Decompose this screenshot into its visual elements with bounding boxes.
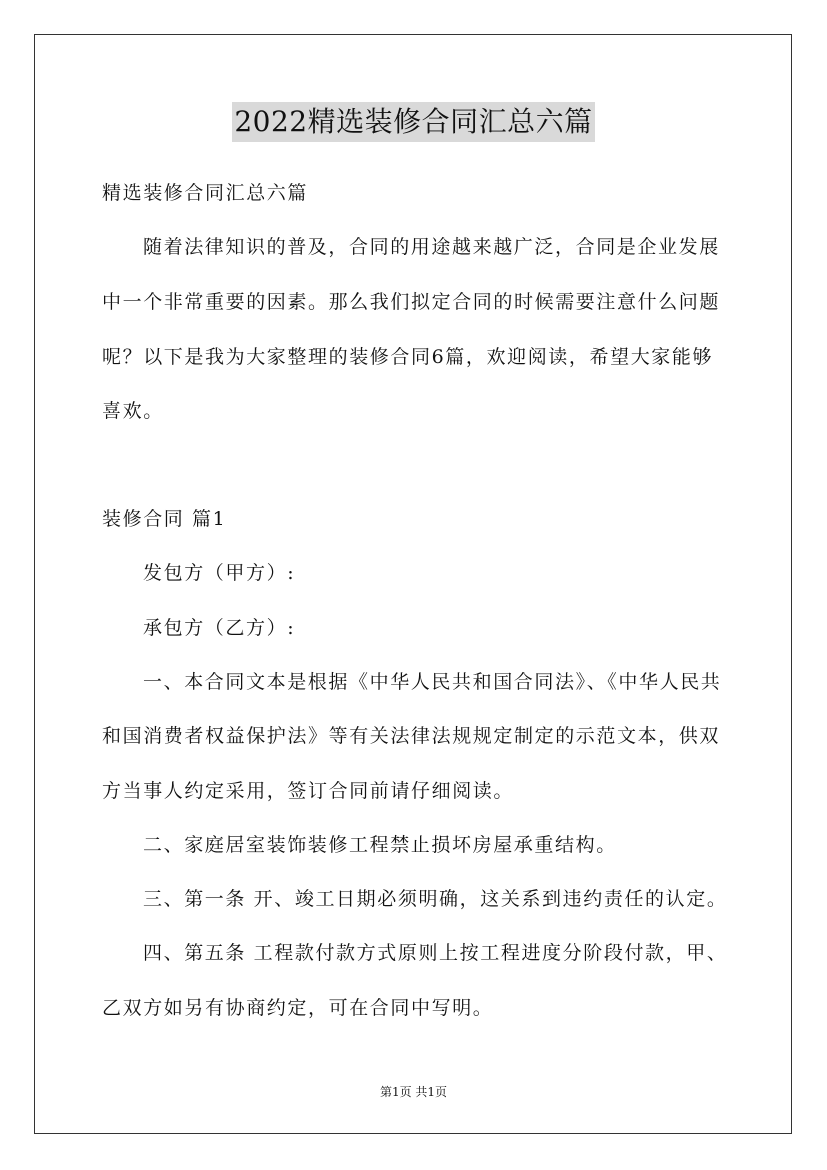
- document-title-container: [0, 102, 827, 142]
- clause-4-line-2: 乙双方如另有协商约定，可在合同中写明。: [102, 997, 494, 1019]
- intro-line-3: 呢？以下是我为大家整理的装修合同6篇，欢迎阅读，希望大家能够: [102, 346, 714, 368]
- party-b-line: 承包方（乙方）:: [143, 617, 296, 639]
- intro-line-2: 中一个非常重要的因素。那么我们拟定合同的时候需要注意什么问题: [102, 291, 721, 313]
- clause-3-line: 三、第一条 开、竣工日期必须明确，这关系到违约责任的认定。: [143, 888, 728, 910]
- clause-1-line-1: 一、本合同文本是根据《中华人民共和国合同法》、《中华人民共: [143, 671, 722, 693]
- party-a-line: 发包方（甲方）:: [143, 562, 296, 584]
- page-number: 第1页 共1页: [379, 1085, 448, 1099]
- subtitle-line: 精选装修合同汇总六篇: [102, 182, 309, 204]
- intro-line-1: 随着法律知识的普及，合同的用途越来越广泛，合同是企业发展: [143, 236, 720, 258]
- clause-4-line-1: 四、第五条 工程款付款方式原则上按工程进度分阶段付款，甲、: [143, 942, 728, 964]
- intro-line-4: 喜欢。: [102, 400, 164, 422]
- section-heading: 装修合同 篇1: [102, 508, 227, 530]
- clause-1-line-2: 和国消费者权益保护法》等有关法律法规规定制定的示范文本，供双: [102, 725, 721, 747]
- clause-1-line-3: 方当事人约定采用，签订合同前请仔细阅读。: [102, 780, 515, 802]
- clause-2-line: 二、家庭居室装饰装修工程禁止损坏房屋承重结构。: [143, 834, 617, 856]
- document-title: 2022精选装修合同汇总六篇: [232, 102, 594, 142]
